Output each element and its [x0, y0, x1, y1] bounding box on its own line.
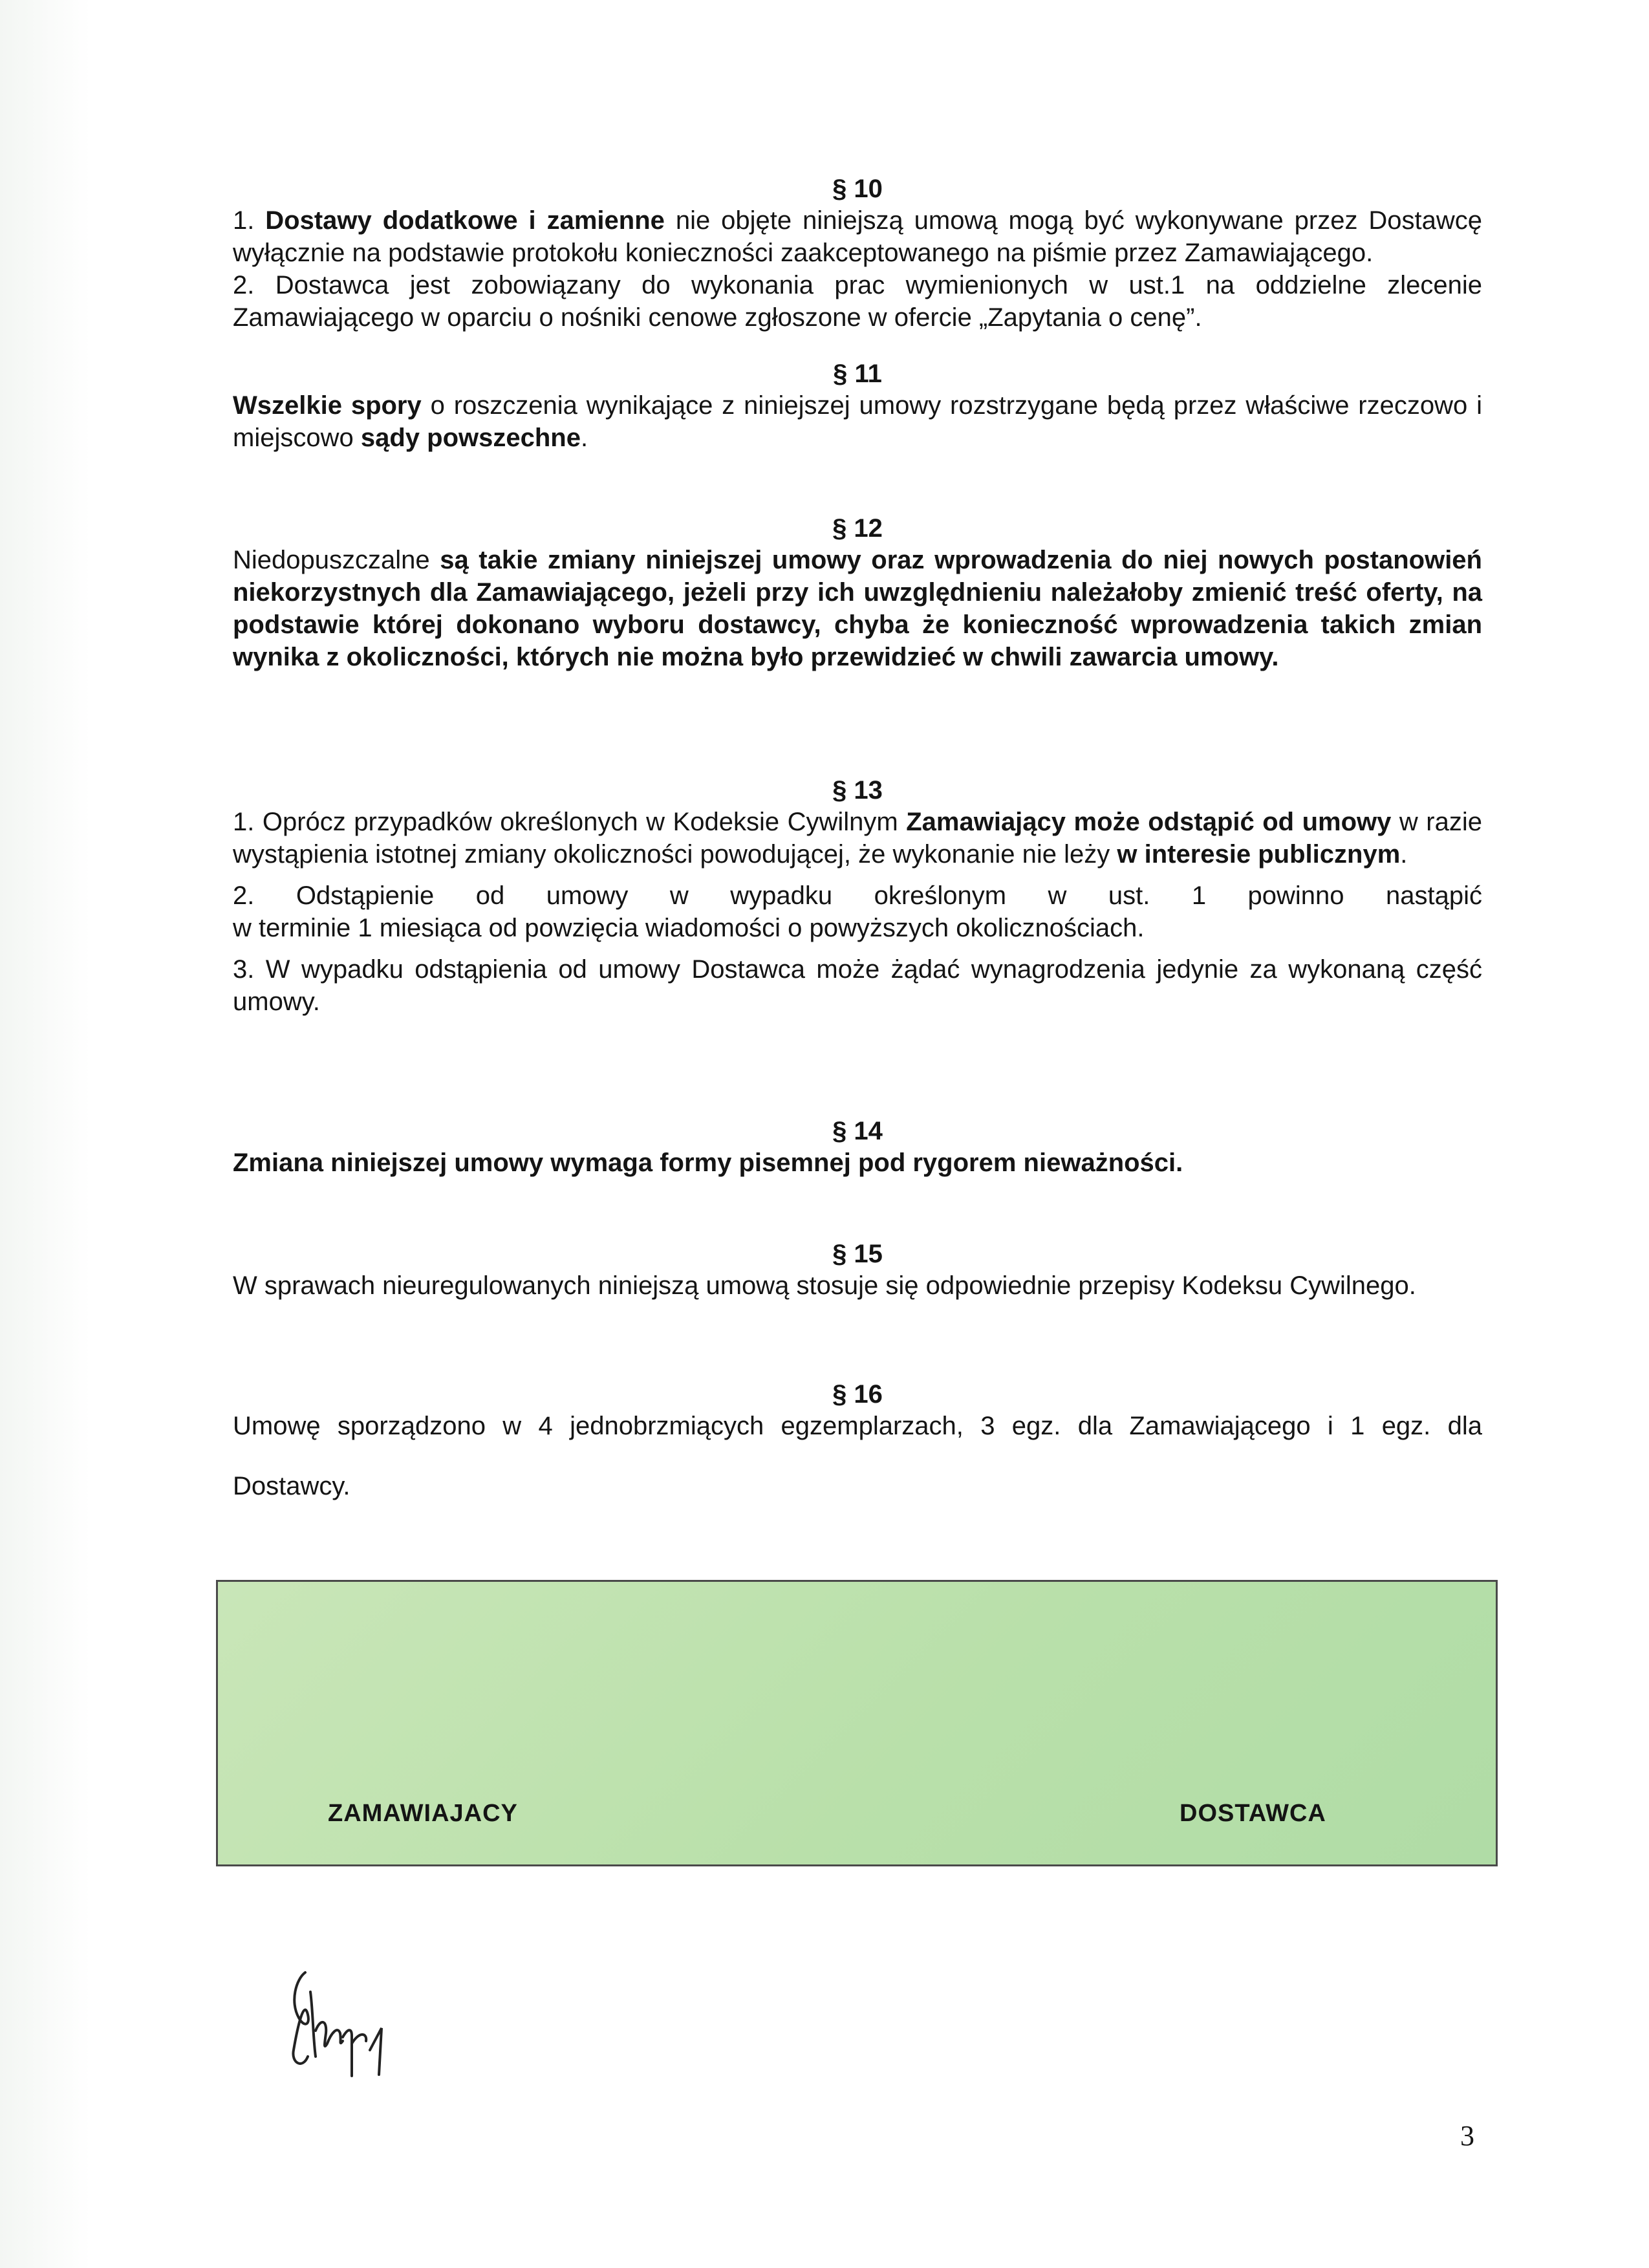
handwritten-signature	[285, 1966, 414, 2082]
section-13-paragraph-2-line-1: 2. Odstąpienie od umowy w wypadku określonym w ust. 1 powinno nastąpić	[233, 881, 1482, 910]
section-16-heading: § 16	[832, 1380, 883, 1409]
section-16-body	[233, 1410, 1482, 1502]
section-12-body	[233, 544, 1482, 673]
section-12-heading: § 12	[832, 514, 883, 543]
section-13-heading: § 13	[832, 776, 883, 805]
section-15-heading: § 15	[832, 1240, 883, 1268]
section-14-heading: § 14	[832, 1117, 883, 1145]
supplier-signature-label: DOSTAWCA	[1180, 1800, 1326, 1827]
client-signature-label: ZAMAWIAJACY	[328, 1800, 518, 1827]
section-11-heading: § 11	[833, 360, 882, 388]
signature-box	[216, 1580, 1498, 1866]
section-12-paragraph: Niedopuszczalne są takie zmiany niniejszej umowy oraz wprowadzenia do niej nowych postanowień niekorzystnych dla Zamawiającego, jeżeli przy ich uwzględnieniu należałoby zmienić treść oferty, na podstawie której dokonano wyboru dostawcy, chyba że konieczność wprowadzenia takich zmian wynika z okoliczności, których nie można było przewidzieć w chwili zawarcia umowy.	[233, 546, 1482, 671]
section-14-paragraph: Zmiana niniejszej umowy wymaga formy pisemnej pod rygorem nieważności.	[233, 1149, 1183, 1177]
section-11-body	[233, 389, 1482, 454]
section-13-paragraph-2-line-2: w terminie 1 miesiąca od powzięcia wiadomości o powyższych okolicznościach.	[233, 914, 1145, 942]
scan-shadow-edge	[0, 0, 91, 2268]
section-13-paragraph-3: 3. W wypadku odstąpienia od umowy Dostawca może żądać wynagrodzenia jedynie za wykonaną część umowy.	[233, 955, 1482, 1016]
section-15-body	[233, 1269, 1482, 1302]
section-15-paragraph: W sprawach nieuregulowanych niniejszą umową stosuje się odpowiednie przepisy Kodeksu Cywilnego.	[233, 1271, 1416, 1300]
section-10-heading: § 10	[832, 175, 883, 203]
section-10-paragraph-1: 1. Dostawy dodatkowe i zamienne nie objęte niniejszą umową mogą być wykonywane przez Dostawcę wyłącznie na podstawie protokołu konieczności zaakceptowanego na piśmie przez Zamawiającego.	[233, 206, 1483, 267]
section-16-line-1: Umowę sporządzono w 4 jednobrzmiących egzemplarzach, 3 egz. dla Zamawiającego i 1 egz. dla	[233, 1412, 1482, 1440]
section-13-body	[233, 806, 1482, 1018]
page-number: 3	[1460, 2120, 1474, 2152]
section-11-paragraph: Wszelkie spory o roszczenia wynikające z niniejszej umowy rozstrzygane będą przez właściwe rzeczowo i miejscowo sądy powszechne.	[233, 391, 1482, 452]
section-10-paragraph-2: 2. Dostawca jest zobowiązany do wykonania prac wymienionych w ust.1 na oddzielne zlecenie Zamawiającego w oparciu o nośniki cenowe zgłoszone w ofercie „Zapytania o cenę”.	[233, 271, 1482, 332]
section-16-line-2: Dostawcy.	[233, 1472, 350, 1500]
section-10-body	[233, 204, 1482, 334]
section-13-paragraph-1: 1. Oprócz przypadków określonych w Kodeksie Cywilnym Zamawiający może odstąpić od umowy w razie wystąpienia istotnej zmiany okoliczności powodującej, że wykonanie nie leży w interesie publicznym.	[233, 808, 1483, 869]
section-14-body	[233, 1147, 1482, 1179]
